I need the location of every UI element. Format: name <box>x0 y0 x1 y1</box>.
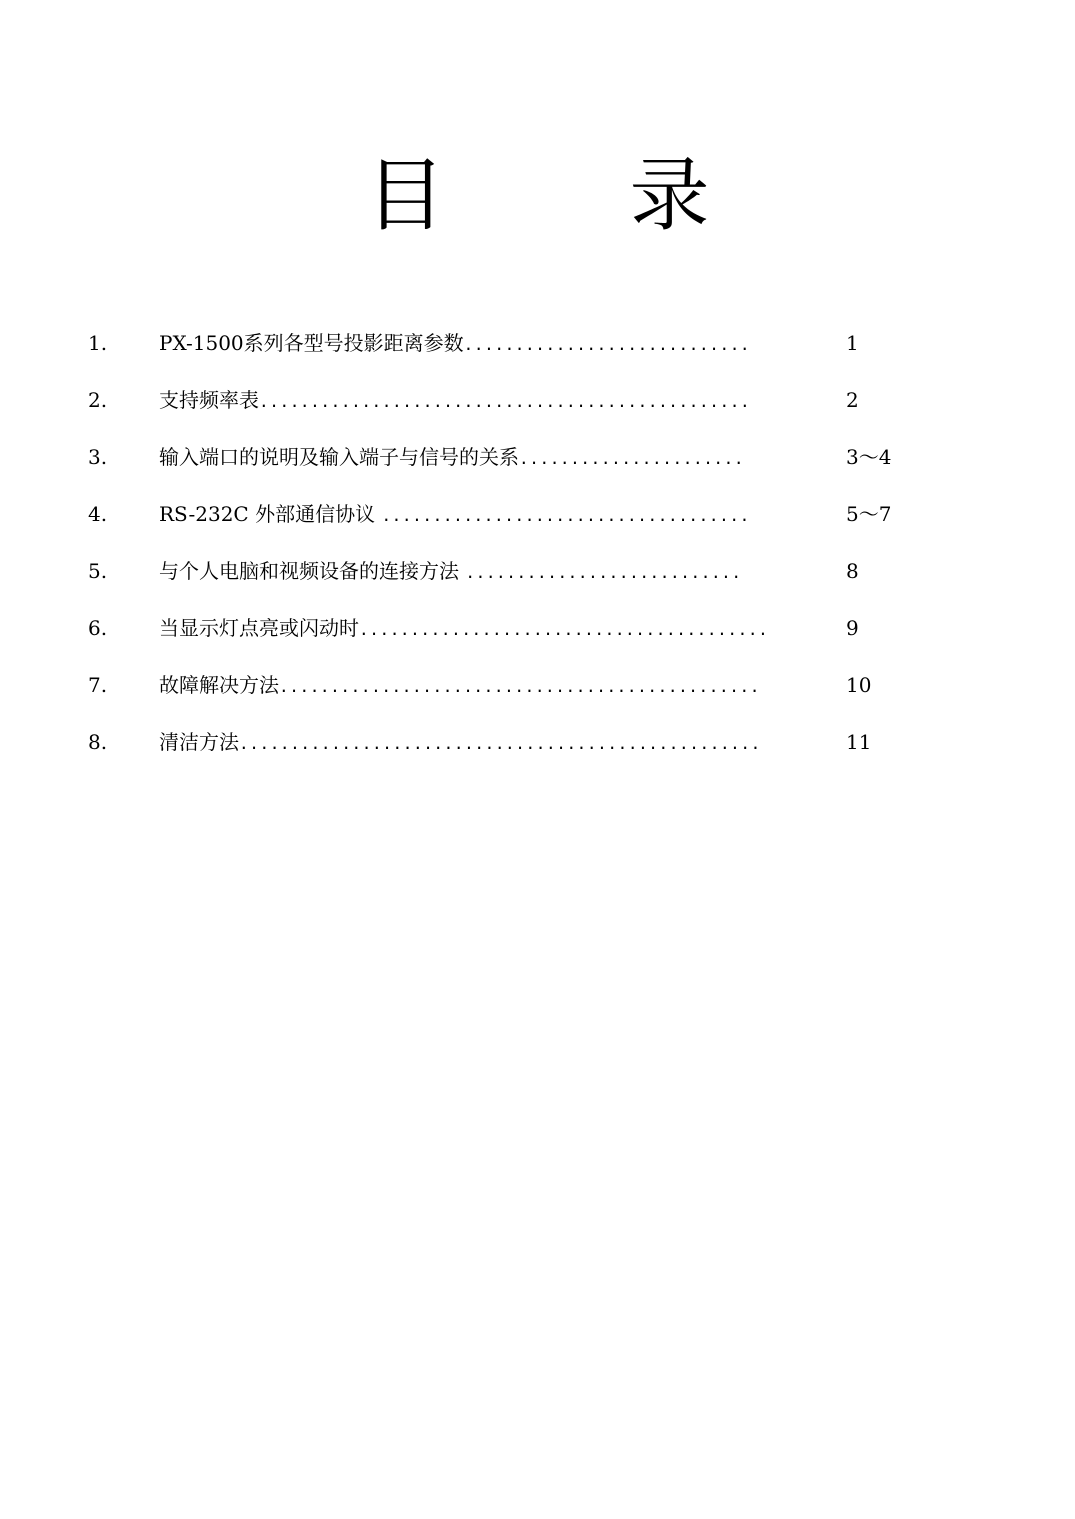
toc-entry-label: 支持频率表 <box>159 388 259 412</box>
toc-entry-page: 9 <box>846 616 859 640</box>
toc-entry-number: 7. <box>88 673 108 697</box>
toc-entry-label: PX-1500系列各型号投影距离参数 <box>159 331 464 355</box>
toc-leader-dots: ............................ <box>463 335 751 354</box>
toc-entry-2[interactable] <box>0 381 1075 438</box>
toc-leader-dots: ...................... <box>519 449 745 468</box>
toc-entry-8[interactable] <box>0 723 1075 780</box>
toc-entry-page: 8 <box>846 559 859 583</box>
toc-leader-dots: ................................................... <box>239 734 761 753</box>
toc-entry-page: 2 <box>846 388 859 412</box>
page-title: 目 录 <box>365 149 762 242</box>
toc-entry-number: 4. <box>88 502 108 526</box>
toc-leader-dots: .................................... <box>381 506 750 525</box>
toc-entry-label: 故障解决方法 <box>159 673 279 697</box>
toc-entry-page: 3～4 <box>846 445 892 469</box>
toc-entry-text <box>159 381 799 421</box>
toc-entry-3[interactable] <box>0 438 1075 495</box>
toc-entry-number: 6. <box>88 616 108 640</box>
toc-entry-page: 5～7 <box>846 502 892 526</box>
toc-entry-1[interactable] <box>0 324 1075 381</box>
toc-entry-text <box>159 495 799 535</box>
toc-entry-number: 2. <box>88 388 108 412</box>
toc-entry-label: 清洁方法 <box>159 730 239 754</box>
toc-entry-text <box>159 438 799 478</box>
toc-entry-label: 输入端口的说明及输入端子与信号的关系 <box>159 445 519 469</box>
toc-entry-4[interactable] <box>0 495 1075 552</box>
toc-leader-dots: ............................................... <box>279 677 760 696</box>
toc-entry-number: 1. <box>88 331 108 355</box>
table-of-contents <box>0 324 1075 780</box>
toc-entry-page: 11 <box>846 730 872 754</box>
toc-entry-page: 10 <box>846 673 872 697</box>
toc-entry-label: RS-232C 外部通信协议 <box>159 502 382 526</box>
toc-entry-label: 当显示灯点亮或闪动时 <box>159 616 359 640</box>
toc-entry-text <box>159 324 799 364</box>
toc-entry-6[interactable] <box>0 609 1075 666</box>
toc-entry-text <box>159 666 799 706</box>
toc-entry-number: 8. <box>88 730 108 754</box>
toc-leader-dots: ........................... <box>465 563 742 582</box>
toc-entry-5[interactable] <box>0 552 1075 609</box>
toc-entry-text <box>159 609 799 649</box>
toc-entry-number: 3. <box>88 445 108 469</box>
toc-entry-label: 与个人电脑和视频设备的连接方法 <box>159 559 466 583</box>
toc-entry-page: 1 <box>846 331 859 355</box>
toc-entry-text <box>159 723 799 763</box>
toc-entry-number: 5. <box>88 559 108 583</box>
toc-leader-dots: ........................................ <box>359 620 769 639</box>
toc-entry-text <box>159 552 799 592</box>
toc-entry-7[interactable] <box>0 666 1075 723</box>
toc-leader-dots: ................................................ <box>259 392 751 411</box>
